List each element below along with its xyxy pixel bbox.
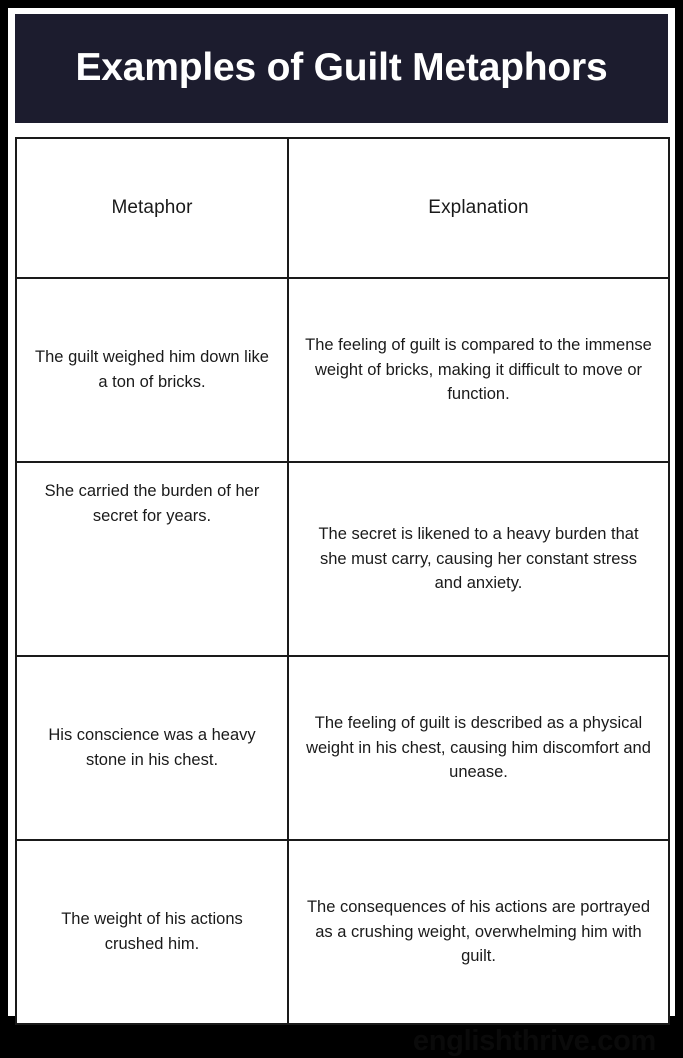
column-header-metaphor: Metaphor: [16, 138, 288, 278]
poster-content: [8, 8, 675, 1057]
footer: [15, 1025, 668, 1058]
table-row: [16, 278, 669, 462]
table-header-row: [16, 138, 669, 278]
cell-metaphor: The guilt weighed him down like a ton of bricks.: [16, 278, 288, 462]
cell-explanation: The consequences of his actions are portrayed as a crushing weight, overwhelming him with guilt.: [288, 840, 669, 1024]
cell-metaphor: The weight of his actions crushed him.: [16, 840, 288, 1024]
cell-metaphor: His conscience was a heavy stone in his chest.: [16, 656, 288, 840]
title-banner: [15, 14, 668, 123]
table-row: [16, 656, 669, 840]
cell-explanation: The secret is likened to a heavy burden that she must carry, causing her constant stress and anxiety.: [288, 462, 669, 656]
cell-explanation: The feeling of guilt is described as a physical weight in his chest, causing him discomfort and unease.: [288, 656, 669, 840]
column-header-explanation: Explanation: [288, 138, 669, 278]
metaphor-table-wrapper: [15, 137, 668, 1025]
table-row: [16, 840, 669, 1024]
cell-explanation: The feeling of guilt is compared to the immense weight of bricks, making it difficult to move or function.: [288, 278, 669, 462]
brand-watermark: englishthrive.com: [412, 1025, 656, 1057]
table-row: [16, 462, 669, 656]
page-title: Examples of Guilt Metaphors: [75, 46, 608, 90]
cell-metaphor: She carried the burden of her secret for years.: [16, 462, 288, 656]
metaphor-table: [15, 137, 670, 1025]
